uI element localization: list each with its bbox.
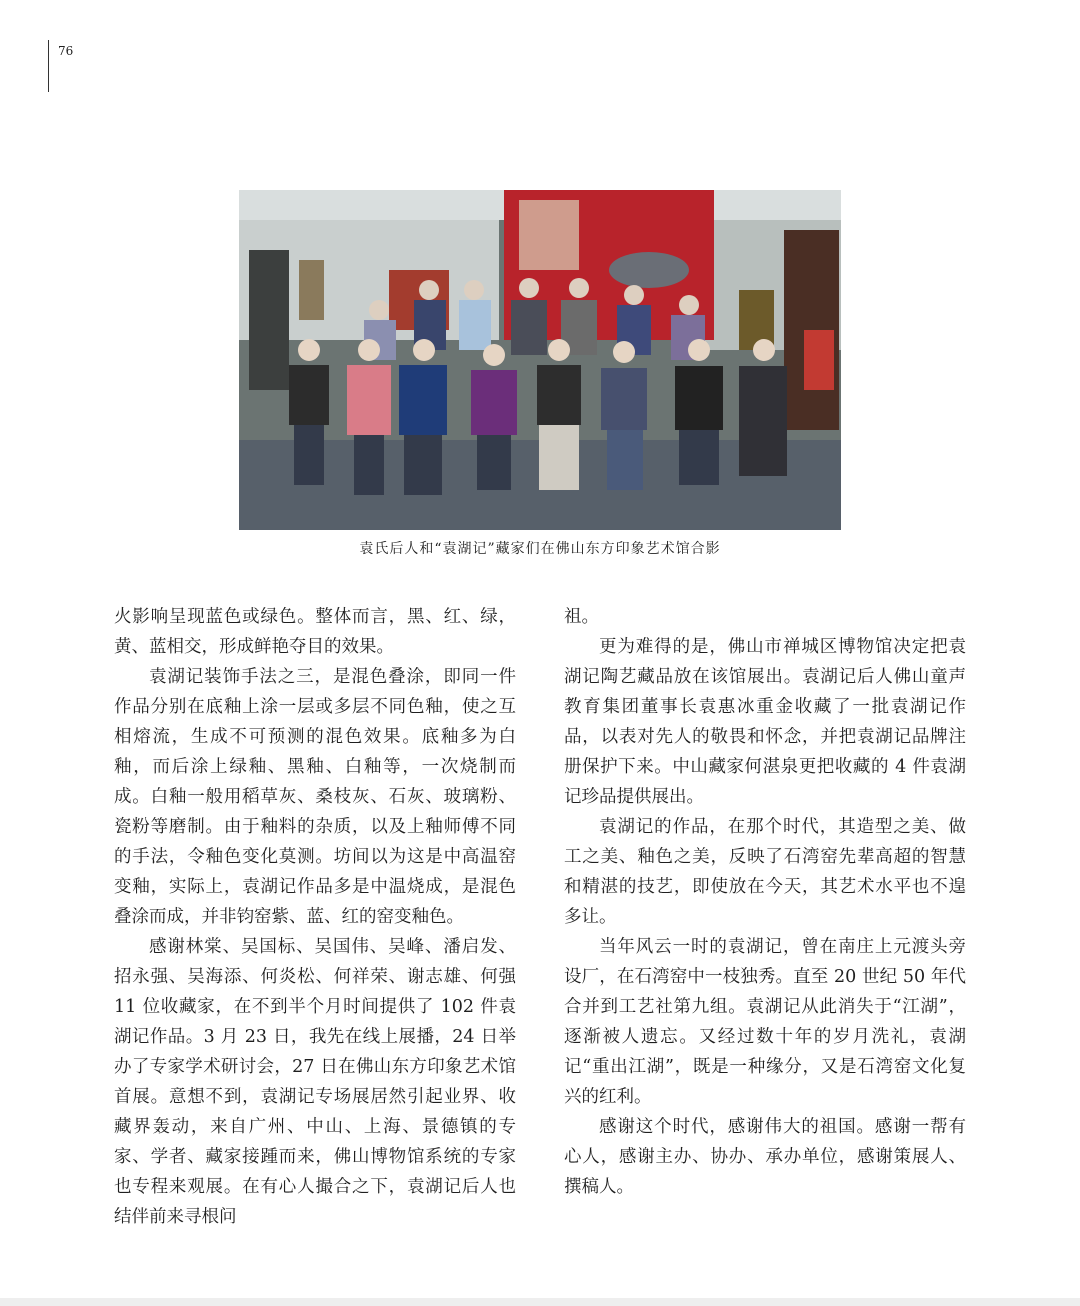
right-text-column bbox=[564, 602, 966, 1202]
group-photo-illustration bbox=[239, 190, 841, 530]
paragraph: 更为难得的是，佛山市禅城区博物馆决定把袁湖记陶艺藏品放在该馆展出。袁湖记后人佛山童声教育集团董事长袁惠冰重金收藏了一批袁湖记作品，以表对先人的敬畏和怀念，并把袁湖记品牌注册保护下来。中山藏家何湛泉更把收藏的 4 件袁湖记珍品提供展出。 bbox=[564, 637, 966, 807]
page-number: 76 bbox=[58, 44, 74, 58]
paragraph: 感谢这个时代，感谢伟大的祖国。感谢一帮有心人，感谢主办、协办、承办单位，感谢策展人、撰稿人。 bbox=[564, 1117, 966, 1197]
page-margin-rule bbox=[48, 40, 49, 92]
left-text-column bbox=[114, 602, 516, 1232]
paragraph: 感谢林棠、吴国标、吴国伟、吴峰、潘启发、招永强、吴海添、何炎松、何祥荣、谢志雄、何强 11 位收藏家，在不到半个月时间提供了 102 件袁湖记作品。3 月 23 日，我先在线上展播，24 日举办了专家学术研讨会，27 日在佛山东方印象艺术馆首展。意想不到，袁湖记专场展居然引起业界、收藏界轰动，来自广州、中山、上海、景德镇的专家、学者、藏家接踵而来，佛山博物馆系统的专家也专程来观展。在有心人撮合之下，袁湖记后人也结伴前来寻根问 bbox=[114, 937, 516, 1227]
paragraph: 火影响呈现蓝色或绿色。整体而言，黑、红、绿，黄、蓝相交，形成鲜艳夺目的效果。 bbox=[114, 607, 516, 657]
paragraph: 当年风云一时的袁湖记，曾在南庄上元渡头旁设厂，在石湾窑中一枝独秀。直至 20 世纪 50 年代合并到工艺社第九组。袁湖记从此消失于“江湖”，逐渐被人遗忘。又经过数十年的岁月洗礼，袁湖记“重出江湖”，既是一种缘分，又是石湾窑文化复兴的红利。 bbox=[564, 937, 966, 1107]
paragraph: 袁湖记装饰手法之三，是混色叠涂，即同一件作品分别在底釉上涂一层或多层不同色釉，使之互相熔流，生成不可预测的混色效果。底釉多为白釉，而后涂上绿釉、黑釉、白釉等，一次烧制而成。白釉一般用稻草灰、桑枝灰、石灰、玻璃粉、瓷粉等磨制。由于釉料的杂质，以及上釉师傅不同的手法，令釉色变化莫测。坊间以为这是中高温窑变釉，实际上，袁湖记作品多是中温烧成，是混色叠涂而成，并非钧窑紫、蓝、红的窑变釉色。 bbox=[114, 667, 516, 927]
group-photo bbox=[239, 190, 841, 530]
paragraph: 祖。 bbox=[564, 607, 599, 627]
paragraph: 袁湖记的作品，在那个时代，其造型之美、做工之美、釉色之美，反映了石湾窑先辈高超的智慧和精湛的技艺，即使放在今天，其艺术水平也不遑多让。 bbox=[564, 817, 966, 927]
bottom-band bbox=[0, 1298, 1080, 1306]
photo-caption: 袁氏后人和“袁湖记”藏家们在佛山东方印象艺术馆合影 bbox=[359, 541, 721, 557]
